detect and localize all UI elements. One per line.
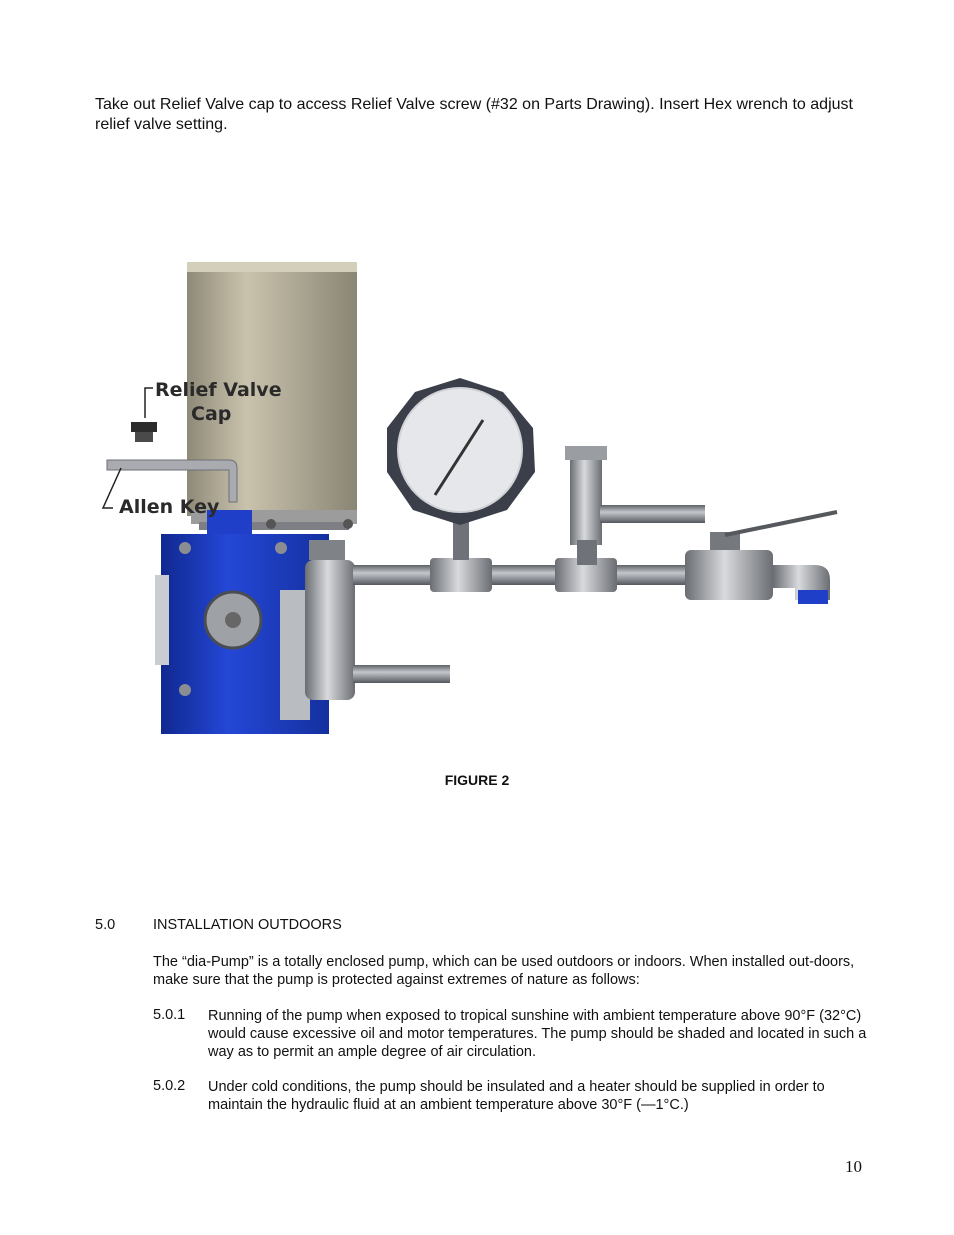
page-number: 10	[845, 1157, 862, 1176]
relief-valve-cap	[131, 388, 157, 442]
section-title: INSTALLATION OUTDOORS	[153, 917, 342, 933]
section-number: 5.0	[95, 917, 116, 933]
item-number: 5.0.2	[153, 1078, 186, 1094]
discharge-pipe	[353, 558, 688, 592]
outlet-pipe	[353, 665, 450, 683]
item-text: Running of the pump when exposed to tropical sunshine with ambient temperature above 90°F (32°C) would cause excessive oil and motor temperatures. The pump should be shaded and located in such a way as to permit an ample degree of air circulation.	[208, 1008, 867, 1060]
pump-assembly-figure	[95, 250, 865, 750]
pump-assembly-illustration	[95, 250, 865, 750]
item-number: 5.0.1	[153, 1007, 186, 1023]
tee-fitting	[565, 446, 705, 565]
relief-valve-cap-label-line2: Cap	[191, 403, 232, 425]
relief-valve-cap-label-line1: Relief Valve	[155, 379, 282, 401]
pump-body	[155, 510, 355, 734]
allen-key-label: Allen Key	[119, 496, 220, 518]
pressure-gauge	[387, 378, 535, 560]
section-body: The “dia-Pump” is a totally enclosed pump, which can be used outdoors or indoors. When installed out-doors, make sure that the pump is protected against extremes of nature as follows:	[153, 954, 855, 988]
figure-caption: FIGURE 2	[444, 772, 510, 788]
intro-paragraph: Take out Relief Valve cap to access Relief Valve screw (#32 on Parts Drawing). Insert Hex wrench to adjust relief valve setting.	[95, 96, 853, 133]
item-text: Under cold conditions, the pump should be insulated and a heater should be supplied in order to maintain the hydraulic fluid at an ambient temperature above 30°F (—1°C.)	[208, 1079, 825, 1113]
ball-valve	[685, 512, 837, 604]
